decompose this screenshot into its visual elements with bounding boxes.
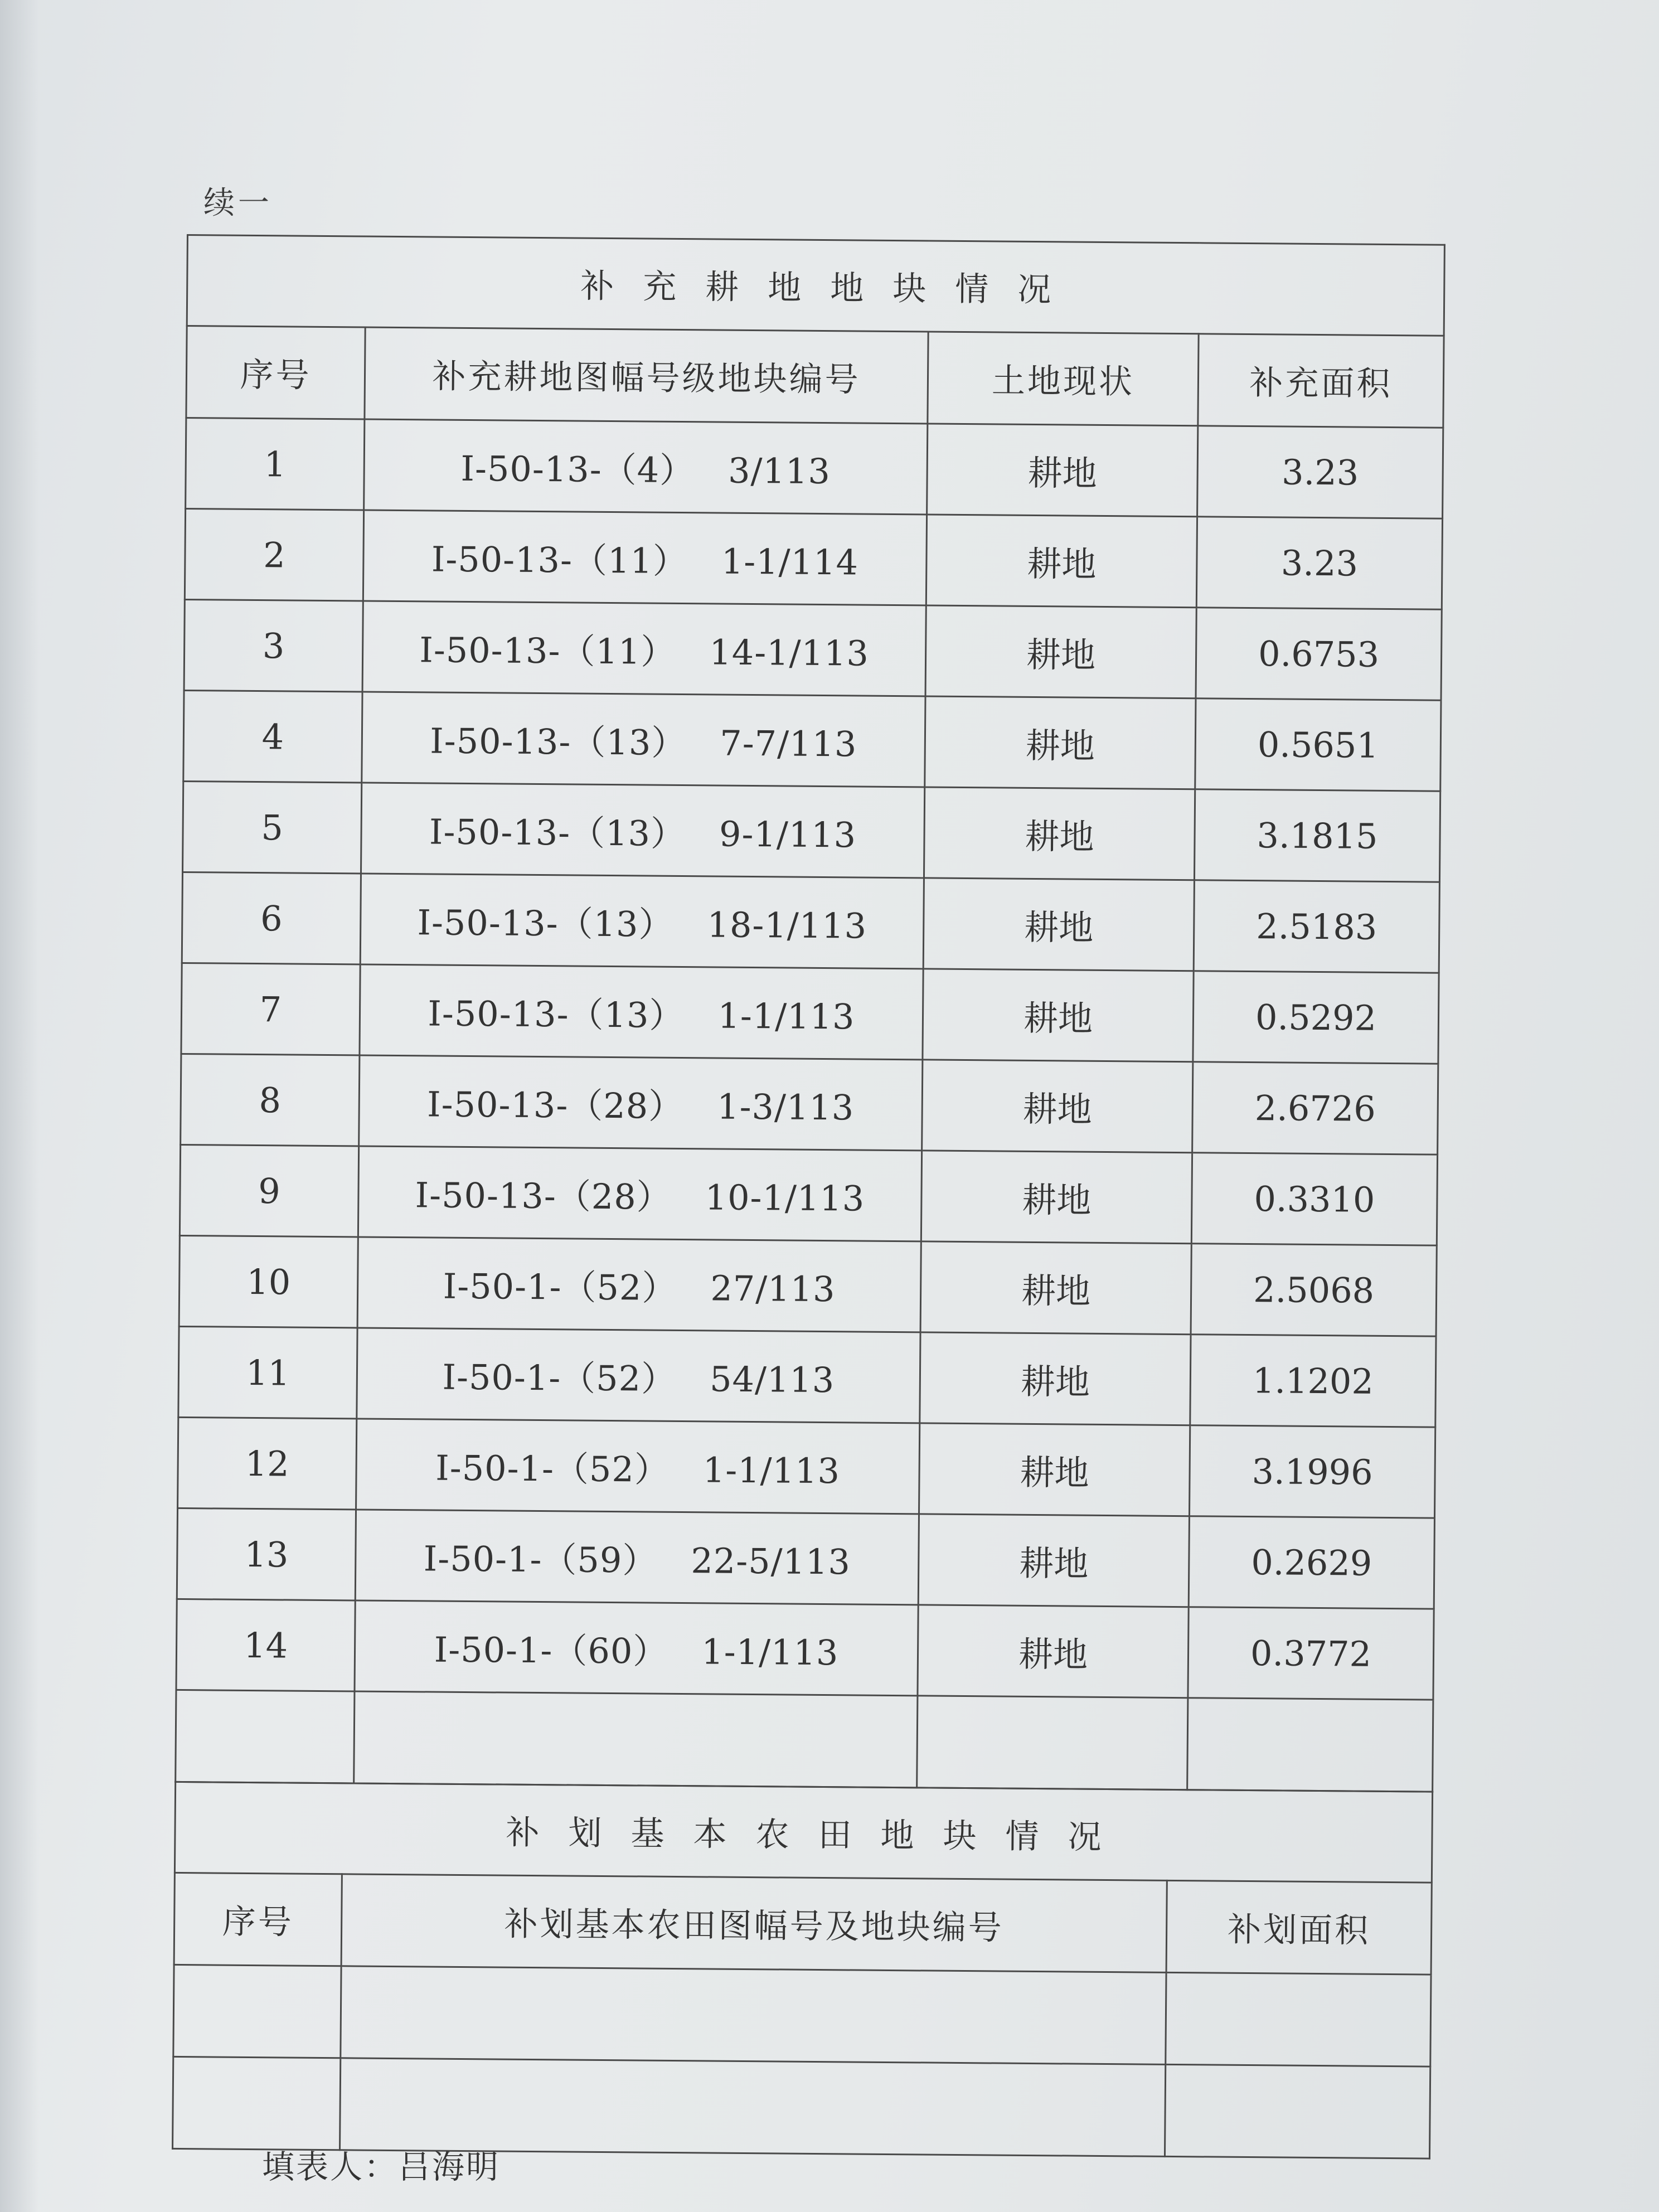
map-sheet-number: I-50-13-（13） [428,992,685,1036]
parcel-number: 18-1/113 [707,904,867,947]
empty-cell [917,1696,1188,1790]
row-land-status: 耕地 [927,424,1198,517]
row-area: 2.5183 [1194,880,1439,973]
parcel-number: 1-1/113 [717,995,855,1037]
table-row [177,1508,1434,1609]
row-sheet-parcel-number [360,964,923,1060]
row-serial: 7 [181,963,360,1055]
empty-cell [1165,2064,1430,2158]
row-land-status: 耕地 [926,515,1197,608]
table-row [179,1235,1437,1336]
row-land-status: 耕地 [918,1605,1189,1698]
map-sheet-number: I-50-13-（28） [426,1083,684,1127]
row-serial: 8 [181,1054,360,1146]
row-serial: 2 [185,508,363,601]
table-row [182,872,1439,973]
table-row [184,599,1442,700]
basic-farmland-table [172,1781,1433,2160]
continued-label: 续一 [203,185,273,221]
row-sheet-parcel-number [355,1510,919,1605]
row-area: 0.2629 [1189,1516,1434,1609]
row-serial: 9 [180,1144,358,1237]
map-sheet-number: I-50-1-（52） [442,1356,677,1399]
row-sheet-parcel-number [360,874,924,969]
row-sheet-parcel-number [363,510,926,605]
empty-cell [173,1964,341,2058]
table-row [185,508,1442,609]
empty-cell [176,1690,355,1783]
section2-title: 补划基本农田地块情况 [174,1782,1432,1883]
row-sheet-parcel-number [356,1419,920,1514]
row-area: 3.23 [1196,517,1442,609]
row-serial: 12 [178,1417,357,1510]
map-sheet-number: I-50-1-（52） [443,1265,677,1308]
row-sheet-parcel-number [359,1055,923,1151]
empty-cell [1166,1972,1431,2067]
row-area: 3.23 [1197,426,1443,518]
parcel-number: 1-1/113 [701,1631,839,1673]
row-serial: 13 [177,1508,356,1600]
header-basic-farmland-number: 补划基本农田图幅号及地块编号 [341,1874,1167,1973]
row-area: 0.5651 [1195,698,1441,791]
table-row [183,690,1441,791]
parcel-number: 22-5/113 [691,1540,851,1582]
map-sheet-number: I-50-13-（13） [430,720,687,763]
parcel-number: 7-7/113 [720,722,857,764]
row-sheet-parcel-number [364,419,928,515]
empty-cell [354,1691,918,1788]
empty-cell [173,2056,341,2150]
map-sheet-number: I-50-13-（13） [417,901,674,945]
header-supplementary-area: 补充面积 [1198,334,1444,428]
header-serial: 序号 [174,1873,342,1966]
land-parcel-form [172,234,1444,2160]
parcel-number: 1-1/114 [721,541,859,583]
row-serial: 4 [183,690,362,783]
row-area: 3.1996 [1189,1425,1435,1518]
row-land-status: 耕地 [925,696,1196,789]
parcel-number: 9-1/113 [719,813,857,855]
table-row [176,1599,1434,1700]
table-row [178,1326,1436,1427]
row-area: 1.1202 [1190,1335,1436,1427]
row-area: 0.3310 [1191,1153,1437,1245]
row-sheet-parcel-number [361,783,925,878]
row-area: 0.6753 [1196,608,1442,700]
row-land-status: 耕地 [918,1514,1189,1607]
table-row [181,963,1439,1064]
header-land-status: 土地现状 [928,332,1199,426]
row-sheet-parcel-number [357,1328,920,1423]
parcel-number: 10-1/113 [705,1176,865,1219]
table-row [181,1054,1438,1154]
map-sheet-number: I-50-13-（28） [415,1174,672,1217]
parcel-number: 1-3/113 [716,1086,855,1128]
row-area: 3.1815 [1194,789,1440,882]
map-sheet-number: I-50-13-（4） [460,448,695,491]
row-area: 0.5292 [1193,971,1439,1064]
row-serial: 10 [179,1235,358,1328]
map-sheet-number: I-50-1-（60） [434,1629,668,1672]
row-sheet-parcel-number [357,1237,921,1332]
map-sheet-number: I-50-1-（52） [435,1447,670,1490]
table-row [178,1417,1435,1518]
parcel-number: 54/113 [709,1358,835,1400]
table-row [183,781,1440,882]
table-row [180,1144,1437,1245]
row-land-status: 耕地 [920,1241,1191,1335]
empty-cell [1187,1698,1433,1792]
empty-cell [341,1966,1166,2065]
parcel-number: 14-1/113 [709,631,870,674]
supplementary-farmland-table [174,234,1445,1793]
row-sheet-parcel-number [358,1146,921,1241]
row-area: 2.5068 [1191,1244,1437,1336]
table-body [176,418,1443,1700]
row-serial: 6 [182,872,361,964]
row-area: 2.6726 [1192,1062,1438,1154]
header-serial: 序号 [186,326,365,420]
row-land-status: 耕地 [923,878,1194,971]
row-area: 0.3772 [1188,1607,1434,1700]
row-serial: 11 [178,1326,357,1419]
row-land-status: 耕地 [924,787,1195,880]
row-serial: 1 [186,418,365,511]
parcel-number: 3/113 [727,450,831,492]
row-land-status: 耕地 [923,969,1194,1062]
row-sheet-parcel-number [362,692,925,787]
header-designated-area: 补划面积 [1166,1880,1432,1975]
row-sheet-parcel-number [355,1600,918,1696]
row-land-status: 耕地 [921,1151,1192,1244]
page-edge-shadow [0,0,39,2212]
map-sheet-number: I-50-13-（13） [429,811,686,854]
row-land-status: 耕地 [925,605,1196,698]
row-land-status: 耕地 [920,1332,1191,1425]
table-row [186,418,1443,519]
row-serial: 3 [184,599,363,692]
header-sheet-parcel-number: 补充耕地图幅号级地块编号 [365,327,928,424]
row-sheet-parcel-number [362,601,926,696]
form-filler: 填表人：吕海明 [262,2148,501,2186]
map-sheet-number: I-50-13-（11） [419,629,676,672]
row-serial: 14 [176,1599,355,1691]
parcel-number: 27/113 [710,1267,836,1309]
map-sheet-number: I-50-1-（59） [423,1537,658,1581]
parcel-number: 1-1/113 [702,1449,841,1491]
row-land-status: 耕地 [922,1060,1193,1153]
map-sheet-number: I-50-13-（11） [431,538,688,581]
row-serial: 5 [183,781,362,874]
section1-title: 补充耕地地块情况 [187,235,1444,336]
row-land-status: 耕地 [919,1423,1190,1516]
